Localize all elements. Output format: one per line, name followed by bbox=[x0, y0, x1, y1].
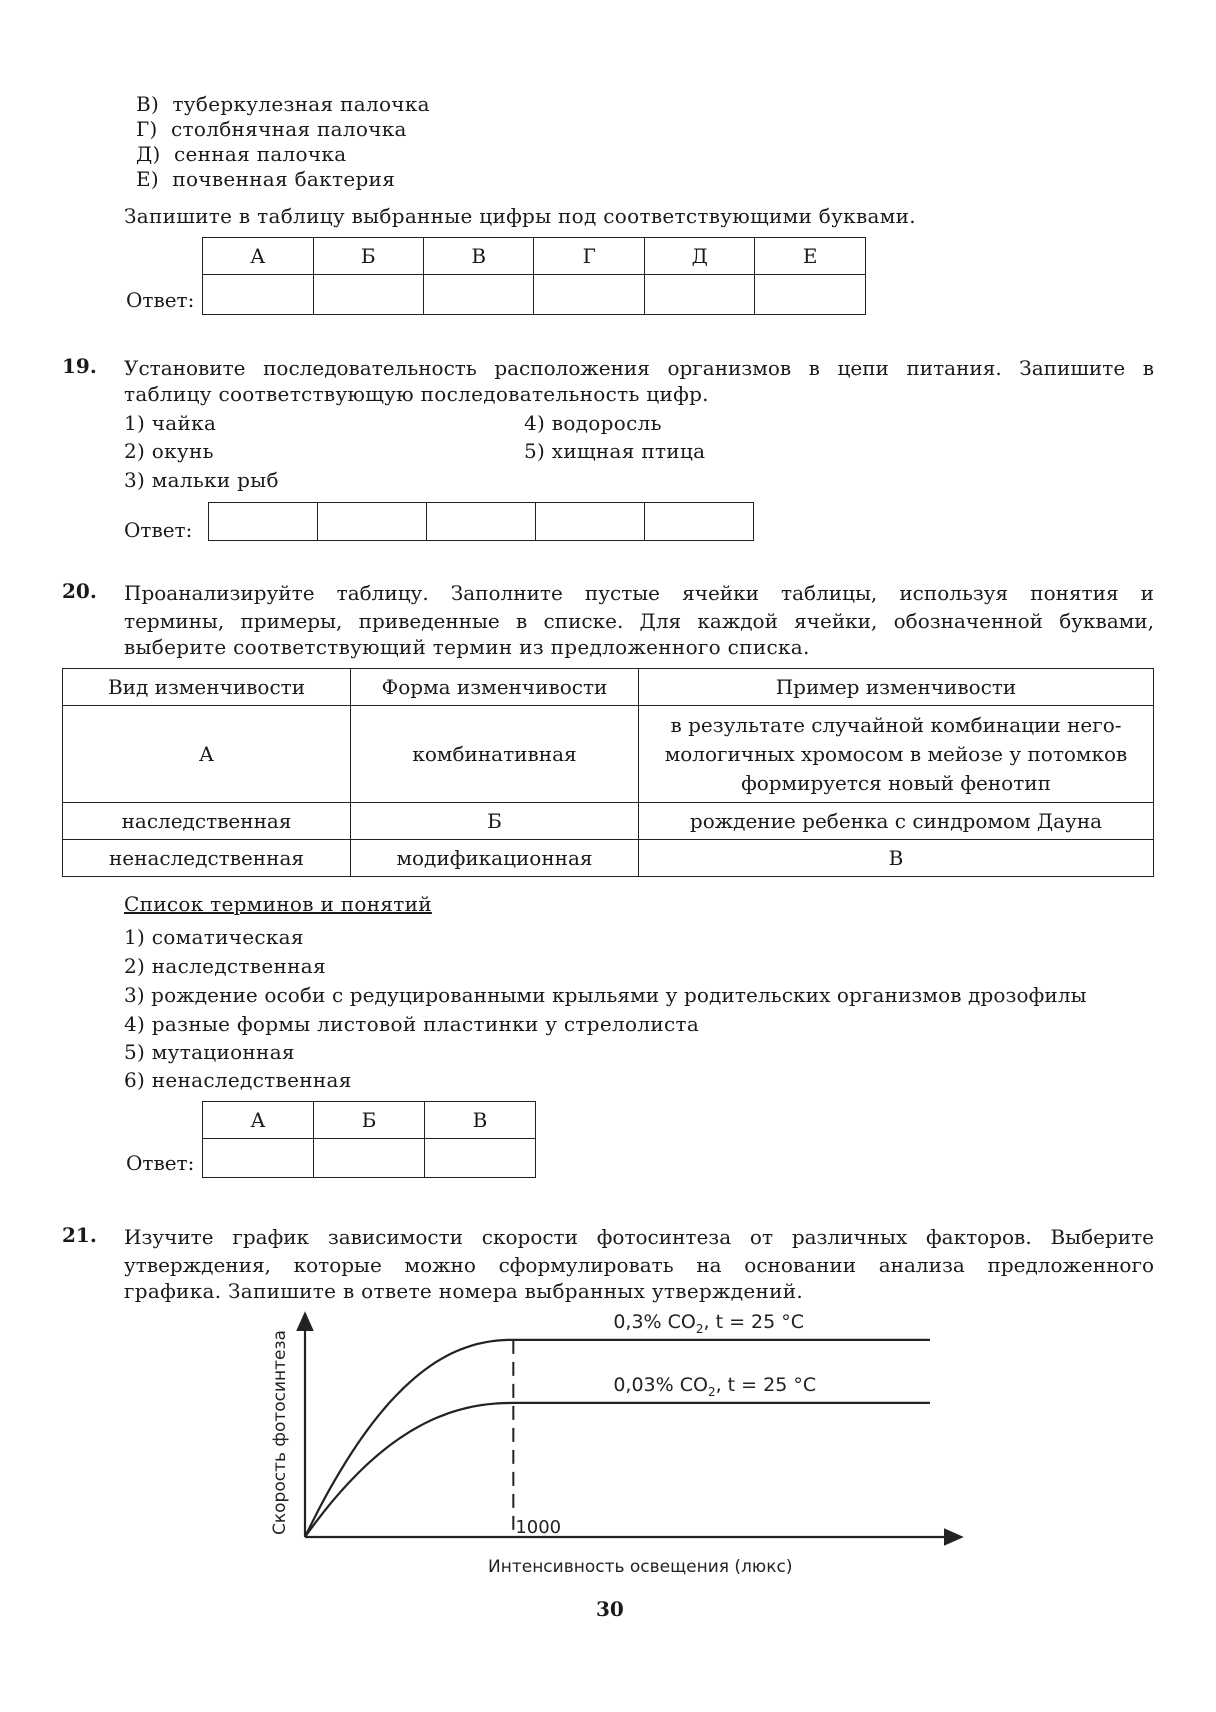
q20-list-item-5: 5) мутационная bbox=[124, 1040, 295, 1064]
q19-answer-table bbox=[208, 502, 754, 541]
q20-number: 20. bbox=[62, 579, 97, 603]
q19-answer-label: Ответ: bbox=[124, 518, 193, 542]
variability-cell-nonhereditary: ненаследственная bbox=[63, 840, 351, 877]
variability-cell-modification: модификационная bbox=[351, 840, 639, 877]
q18-answer-cell[interactable] bbox=[755, 275, 866, 315]
variability-cell-example-combinative: в результате случайной комбинации него- мологичных хромосом в мейозе у потомков формируется новый фенотип bbox=[639, 706, 1154, 803]
variability-table bbox=[62, 668, 1154, 877]
q19-item-4: 4) водоросль bbox=[524, 411, 662, 435]
q18-option-g: Г) столбнячная палочка bbox=[136, 117, 407, 141]
q18-header-b: Б bbox=[313, 238, 423, 275]
q19-item-5: 5) хищная птица bbox=[524, 439, 706, 463]
y-axis-label: Скорость фотосинтеза bbox=[270, 1330, 290, 1535]
q20-list-item-3: 3) рождение особи с редуцированными крыльями у родительских организмов дрозофилы bbox=[124, 983, 1087, 1007]
q18-answer-table bbox=[202, 237, 866, 315]
q19-item-3: 3) мальки рыб bbox=[124, 468, 279, 492]
q21-text-line3: графика. Запишите в ответе номера выбранных утверждений. bbox=[124, 1279, 804, 1303]
q20-list-item-1: 1) соматическая bbox=[124, 925, 304, 949]
series-label-high-co2: 0,3% $CO_2$, t = 25 °C bbox=[613, 1310, 805, 1336]
q19-number: 19. bbox=[62, 354, 97, 378]
q20-header-a: А bbox=[203, 1102, 314, 1139]
q20-answer-cell[interactable] bbox=[203, 1139, 314, 1178]
q18-header-a: А bbox=[203, 238, 314, 275]
variability-cell-v: В bbox=[639, 840, 1154, 877]
q20-list-item-2: 2) наследственная bbox=[124, 954, 326, 978]
q18-header-g: Г bbox=[534, 238, 644, 275]
x-axis-label: Интенсивность освещения (люкс) bbox=[488, 1557, 793, 1577]
q19-item-1: 1) чайка bbox=[124, 411, 217, 435]
q20-list-title: Список терминов и понятий bbox=[124, 892, 432, 916]
q18-header-v: В bbox=[423, 238, 533, 275]
q21-number: 21. bbox=[62, 1223, 97, 1247]
q20-list-item-4: 4) разные формы листовой пластинки у стрелолиста bbox=[124, 1012, 700, 1036]
photosynthesis-chart bbox=[255, 1310, 975, 1580]
q18-answer-cell[interactable] bbox=[423, 275, 533, 315]
q21-text-line1: Изучите график зависимости скорости фотосинтеза от различных факторов. Выберите bbox=[124, 1225, 1154, 1249]
q18-option-d: Д) сенная палочка bbox=[136, 142, 347, 166]
q20-answer-cell[interactable] bbox=[424, 1139, 535, 1178]
q20-answer-table bbox=[202, 1101, 536, 1178]
q18-answer-cell[interactable] bbox=[203, 275, 314, 315]
variability-header-type: Вид изменчивости bbox=[63, 669, 351, 706]
q19-item-2: 2) окунь bbox=[124, 439, 214, 463]
variability-header-example: Пример изменчивости bbox=[639, 669, 1154, 706]
q20-header-b: Б bbox=[314, 1102, 425, 1139]
q20-text-line3: выберите соответствующий термин из предложенного списка. bbox=[124, 635, 810, 659]
variability-header-form: Форма изменчивости bbox=[351, 669, 639, 706]
q18-option-v: В) туберкулезная палочка bbox=[136, 92, 430, 116]
q18-header-d: Д bbox=[644, 238, 755, 275]
q19-answer-cell[interactable] bbox=[427, 503, 536, 541]
q18-instruction: Запишите в таблицу выбранные цифры под соответствующими буквами. bbox=[124, 204, 916, 228]
q18-answer-cell[interactable] bbox=[644, 275, 755, 315]
q19-answer-cell[interactable] bbox=[318, 503, 427, 541]
variability-cell-down-syndrome: рождение ребенка с синдромом Дауна bbox=[639, 803, 1154, 840]
q18-header-e: Е bbox=[755, 238, 866, 275]
x-tick-label-1000: 1000 bbox=[515, 1517, 562, 1538]
q19-answer-cell[interactable] bbox=[645, 503, 754, 541]
q20-list-item-6: 6) ненаследственная bbox=[124, 1068, 352, 1092]
q20-text-line2: термины, примеры, приведенные в списке. Для каждой ячейки, обозначенной буквами, bbox=[124, 609, 1154, 633]
page-number: 30 bbox=[596, 1597, 624, 1621]
q18-option-e: Е) почвенная бактерия bbox=[136, 167, 396, 191]
variability-cell-combinative: комбинативная bbox=[351, 706, 639, 803]
q18-answer-cell[interactable] bbox=[534, 275, 644, 315]
variability-cell-b: Б bbox=[351, 803, 639, 840]
q19-answer-cell[interactable] bbox=[536, 503, 645, 541]
variability-cell-a: А bbox=[63, 706, 351, 803]
q19-answer-cell[interactable] bbox=[209, 503, 318, 541]
q20-answer-label: Ответ: bbox=[126, 1151, 195, 1175]
q18-answer-cell[interactable] bbox=[313, 275, 423, 315]
q18-answer-label: Ответ: bbox=[126, 288, 195, 312]
q21-text-line2: утверждения, которые можно сформулировать на основании анализа предложенного bbox=[124, 1253, 1154, 1277]
q20-text-line1: Проанализируйте таблицу. Заполните пустые ячейки таблицы, используя понятия и bbox=[124, 581, 1154, 605]
series-line-low-co2 bbox=[305, 1403, 930, 1537]
q19-text-line1: Установите последовательность расположения организмов в цепи питания. Запишите в bbox=[124, 356, 1154, 380]
q20-header-v: В bbox=[424, 1102, 535, 1139]
variability-cell-hereditary: наследственная bbox=[63, 803, 351, 840]
q20-answer-cell[interactable] bbox=[314, 1139, 425, 1178]
q19-text-line2: таблицу соответствующую последовательность цифр. bbox=[124, 382, 709, 406]
series-label-low-co2: 0,03% $CO_2$, t = 25 °C bbox=[613, 1373, 817, 1399]
